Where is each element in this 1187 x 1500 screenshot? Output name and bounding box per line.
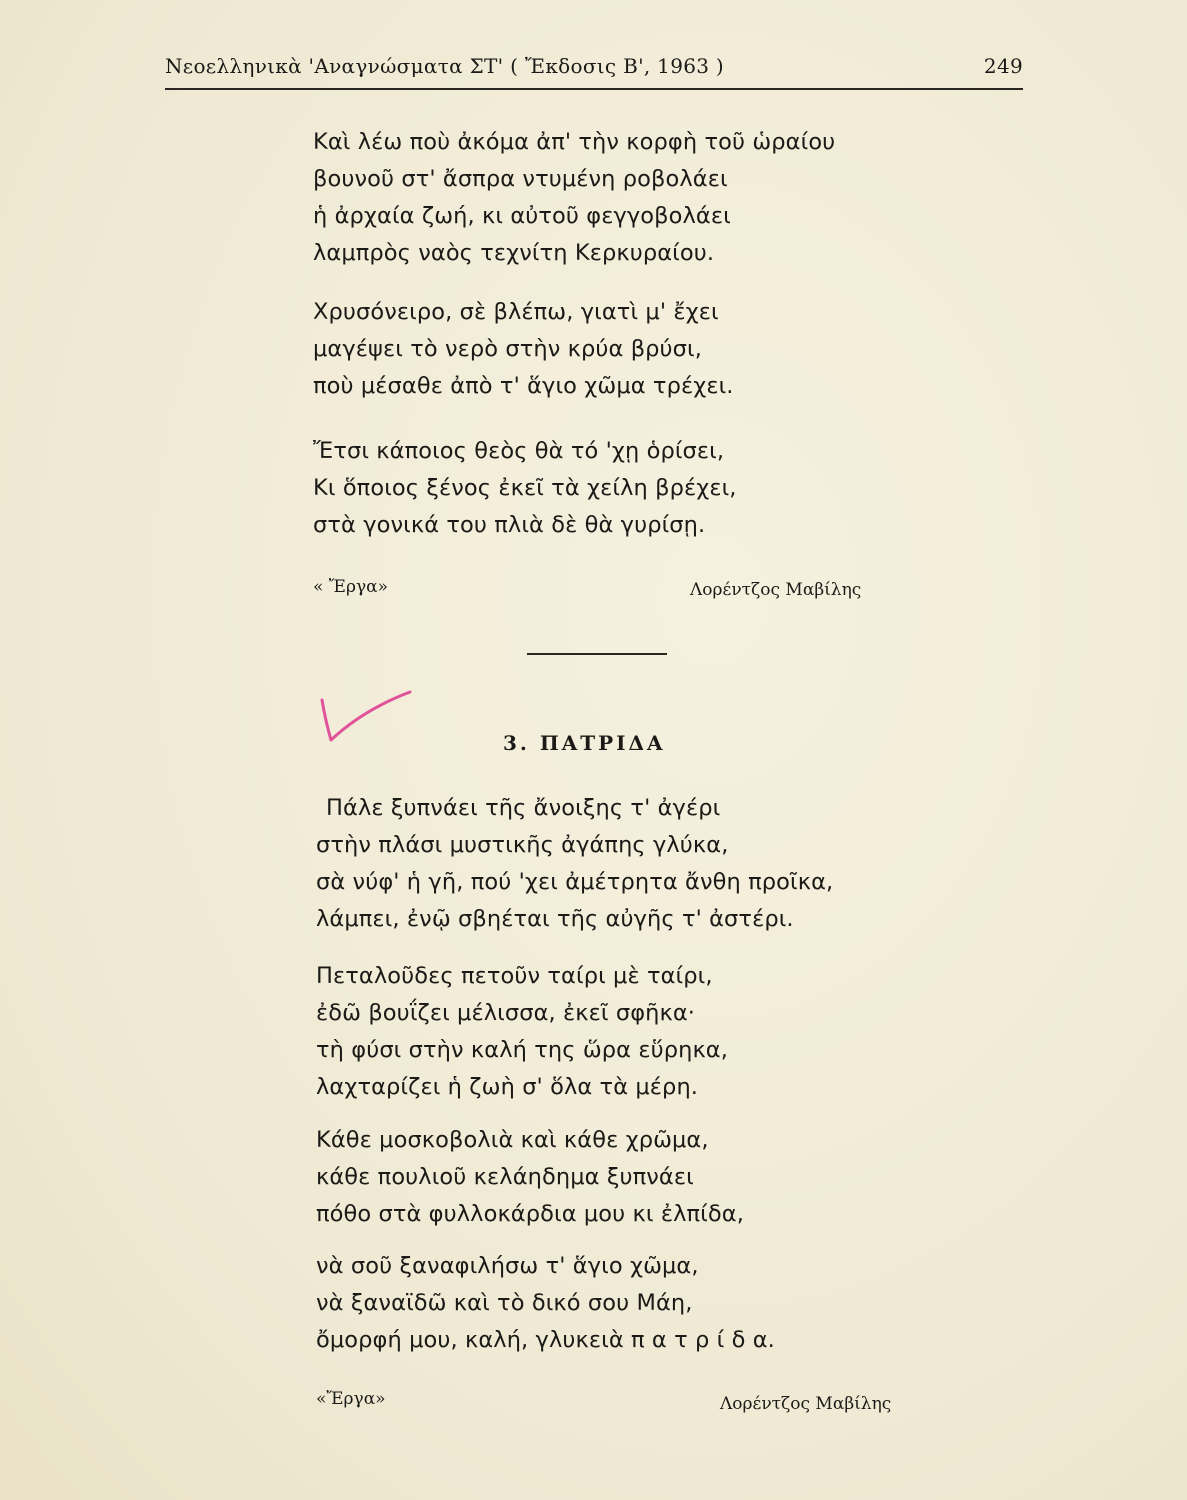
header-rule — [165, 88, 1023, 90]
poem-line: ὄμορφή μου, καλή, γλυκειὰ π α τ ρ ί δ α. — [316, 1327, 775, 1353]
poem2-title: 3. ΠΑΤΡΙΔΑ — [503, 731, 666, 755]
poem1-stanza-2 — [313, 294, 734, 405]
running-header — [165, 52, 1023, 84]
poem-line: λάμπει, ἐνῷ σβηέται τῆς αὐγῆς τ' ἀστέρι. — [316, 906, 794, 932]
poem-line: Κάθε μοσκοβολιὰ καὶ κάθε χρῶμα, — [316, 1127, 709, 1153]
poem-line: βουνοῦ στ' ἄσπρα ντυμένη ροβολάει — [313, 166, 728, 192]
poem-line: λαχταρίζει ἡ ζωὴ σ' ὅλα τὰ μέρη. — [316, 1074, 699, 1100]
poem-line: νὰ σοῦ ξαναφιλήσω τ' ἅγιο χῶμα, — [316, 1253, 699, 1279]
poem-line: Καὶ λέω ποὺ ἀκόμα ἀπ' τὴν κορφὴ τοῦ ὡραίου — [313, 129, 836, 155]
poem-line: τὴ φύσι στὴν καλή της ὥρα εὕρηκα, — [316, 1037, 728, 1063]
poem-line: Χρυσόνειρο, σὲ βλέπω, γιατὶ μ' ἔχει — [313, 299, 719, 325]
section-divider — [527, 653, 667, 655]
poem-line: Ἔτσι κάποιος θεὸς θὰ τό 'χῃ ὁρίσει, — [313, 438, 725, 464]
poem-line: Πάλε ξυπνάει τῆς ἄνοιξης τ' ἀγέρι — [326, 795, 721, 821]
book-title: Νεοελληνικὰ 'Αναγνώσματα ΣΤ' ( Ἔκδοσις Β', 1963 ) — [165, 54, 725, 78]
poem-line: ποὺ μέσαθε ἀπὸ τ' ἅγιο χῶμα τρέχει. — [313, 373, 734, 399]
poem-line: ἡ ἀρχαία ζωή, κι αὐτοῦ φεγγοβολάει — [313, 203, 731, 229]
poem-line: λαμπρὸς ναὸς τεχνίτη Κερκυραίου. — [313, 240, 715, 266]
poem-line: πόθο στὰ φυλλοκάρδια μου κι ἐλπίδα, — [316, 1201, 744, 1227]
poem2-source: «Ἔργα» — [316, 1389, 386, 1409]
poem2-stanza-2 — [316, 958, 728, 1106]
poem2-author: Λορέντζος Μαβίλης — [720, 1394, 892, 1414]
pink-checkmark-icon — [318, 688, 418, 748]
poem1-stanza-3 — [313, 433, 737, 544]
poem-line: Κι ὅποιος ξένος ἐκεῖ τὰ χείλη βρέχει, — [313, 475, 737, 501]
poem2-stanza-3 — [316, 1122, 744, 1233]
poem-line: Πεταλοῦδες πετοῦν ταίρι μὲ ταίρι, — [316, 963, 713, 989]
poem-line: κάθε πουλιοῦ κελάηδημα ξυπνάει — [316, 1164, 694, 1190]
poem1-author: Λορέντζος Μαβίλης — [690, 580, 862, 600]
poem1-stanza-1 — [313, 124, 835, 272]
poem2-stanza-1 — [316, 790, 833, 938]
poem-line: νὰ ξαναϊδῶ καὶ τὸ δικό σου Μάη, — [316, 1290, 693, 1316]
poem-line: σὰ νύφ' ἡ γῆ, πού 'χει ἀμέτρητα ἄνθη προῖκα, — [316, 869, 834, 895]
poem-line: στὴν πλάσι μυστικῆς ἀγάπης γλύκα, — [316, 832, 729, 858]
poem2-stanza-4 — [316, 1248, 775, 1359]
page-number: 249 — [983, 54, 1023, 78]
poem1-source: « Ἔργα» — [313, 577, 388, 597]
poem-line: μαγέψει τὸ νερὸ στὴν κρύα βρύσι, — [313, 336, 703, 362]
poem-line: ἐδῶ βουΐζει μέλισσα, ἐκεῖ σφῆκα· — [316, 1000, 696, 1026]
poem-line: στὰ γονικά του πλιὰ δὲ θὰ γυρίσῃ. — [313, 512, 706, 538]
